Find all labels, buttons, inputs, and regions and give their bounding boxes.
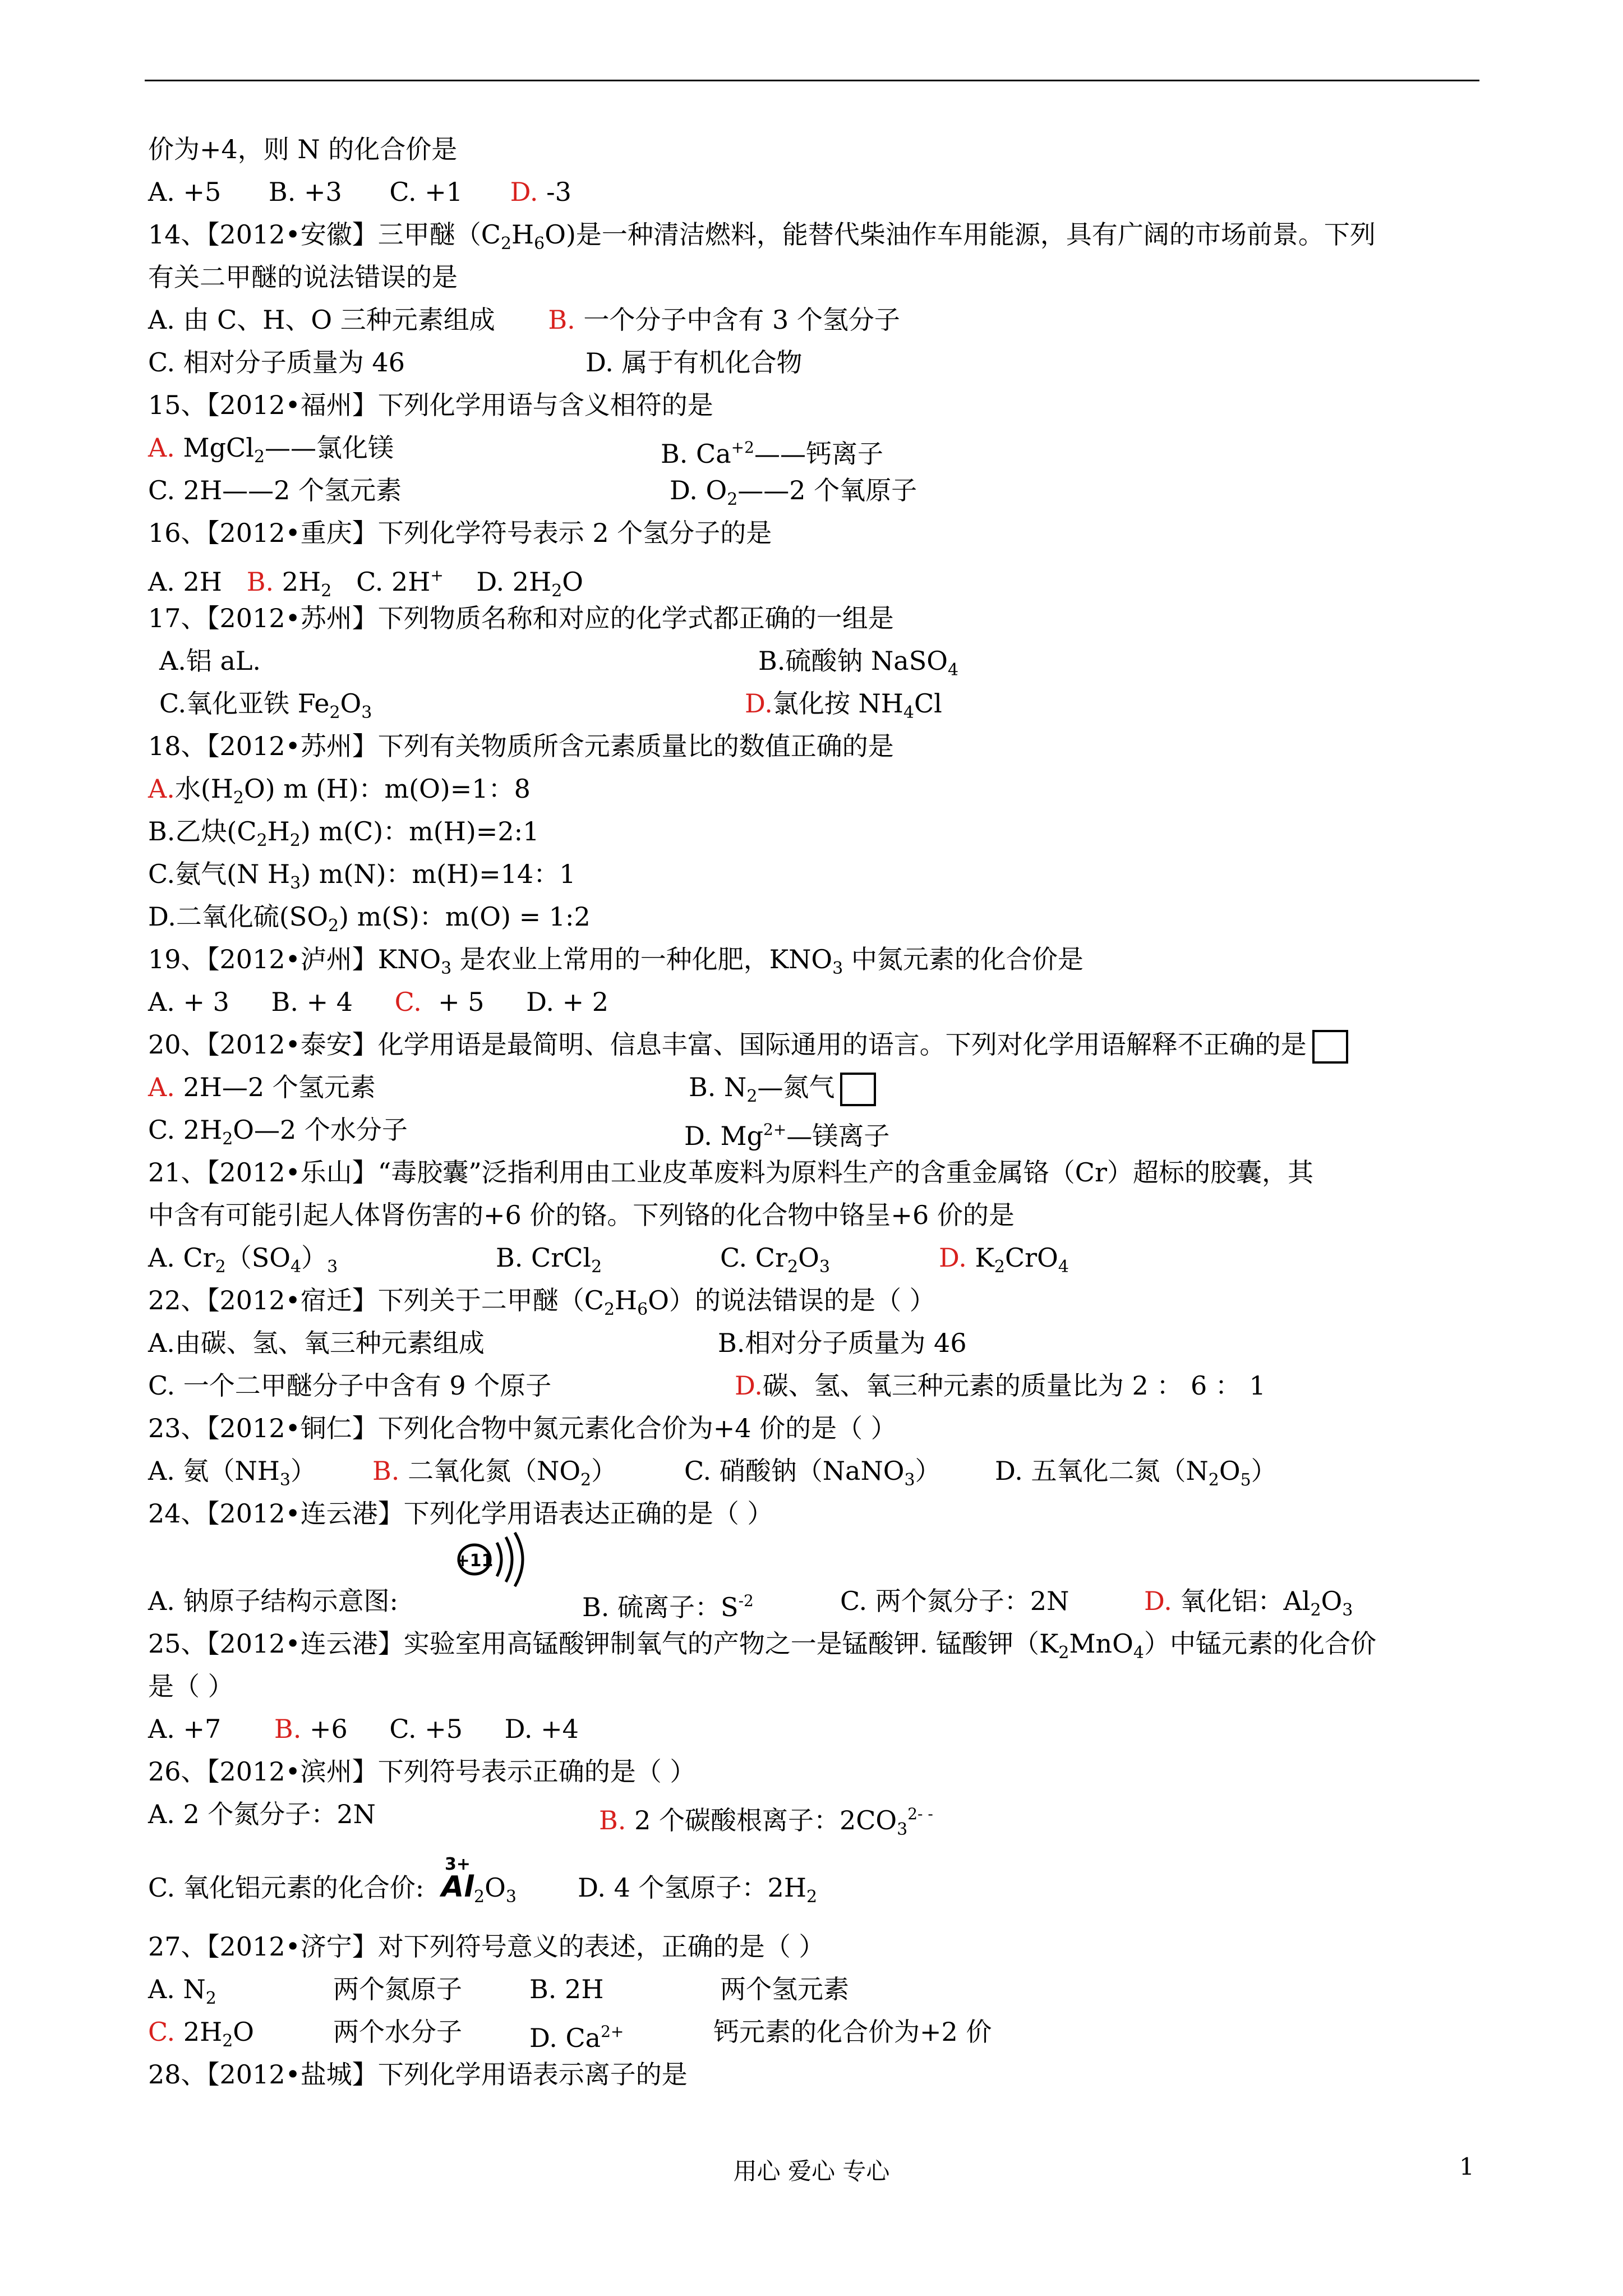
q25-options: A. +7 B. +6 C. +5 D. +4 — [148, 1714, 579, 1744]
q17-options-cd: C.氧化亚铁 $Fe_2O_3$ D.氯化按 $NH_4Cl$ — [159, 688, 942, 723]
q24-stem: 24、【2012•连云港】下列化学用语表达正确的是（ ） — [148, 1498, 773, 1529]
answer-mark: D. — [939, 1243, 967, 1273]
page-footer: 用心 爱心 专心 — [733, 2157, 890, 2185]
q14-stem-2: 有关二甲醚的说法错误的是 — [148, 262, 458, 292]
q27-options-cd: C. $2H_2O$ 两个水分子 D. $Ca^{2+}$ 钙元素的化合价为+2 价 — [148, 2017, 992, 2053]
q18-option-d: D.二氧化硫$(SO_2)$ m(S)：m(O) = 1:2 — [148, 901, 591, 936]
q15-stem: 15、【2012•福州】下列化学用语与含义相符的是 — [148, 390, 713, 420]
page-number: 1 — [1459, 2153, 1474, 2180]
q20-options-cd: C. $2H_2O—2$ 个水分子 D. $Mg^{2+}—$镁离子 — [148, 1115, 890, 1151]
q22-options-cd: C. 一个二甲醚分子中含有 9 个原子 D.碳、氢、氧三种元素的质量比为 2 ： 6 ： 1 — [148, 1370, 1266, 1401]
q26-stem: 26、【2012•滨州】下列符号表示正确的是（ ） — [148, 1756, 696, 1787]
q13-options: A. +5 B. +3 C. +1 D. -3 — [148, 177, 571, 207]
q14-stem: 14、【2012•安徽】三甲醚$(C_2H_6O)$是一种清洁燃料，能替代柴油作车用能源，具有广阔的市场前景。下列 — [148, 219, 1376, 254]
q18-option-a: A.水$(H_2O)$ m (H)：m(O)=1：8 — [148, 774, 531, 808]
q18-stem: 18、【2012•苏州】下列有关物质所含元素质量比的数值正确的是 — [148, 731, 894, 761]
q26-options-ab: A. 2 个氮分子：2N B. 2 个碳酸根离子：$2CO_3^{2- -}$ — [148, 1799, 933, 1839]
q16-stem: 16、【2012•重庆】下列化学符号表示 2 个氢分子的是 — [148, 518, 772, 548]
answer-mark: D. — [510, 177, 538, 207]
answer-box — [840, 1073, 876, 1106]
q13-stem: 价为+4，则 N 的化合价是 — [148, 134, 458, 164]
q18-option-c: C.氨气(N $H_3$) m(N)：m(H)=14：1 — [148, 859, 576, 893]
q23-stem: 23、【2012•铜仁】下列化合物中氮元素化合价为+4 价的是（ ） — [148, 1413, 897, 1443]
answer-mark: A. — [148, 774, 175, 804]
q15-options-cd: C. 2H——2 个氢元素 D. $O_2——2$ 个氧原子 — [148, 475, 917, 509]
q22-stem: 22、【2012•宿迁】下列关于二甲醚$(C_2H_6O)$的说法错误的是（ ） — [148, 1285, 935, 1319]
q27-stem: 27、【2012•济宁】对下列符号意义的表述，正确的是（ ） — [148, 1931, 825, 1962]
q21-stem: 21、【2012•乐山】“毒胶囊”泛指利用由工业皮革废料为原料生产的含重金属铬（Cr）超标的胶囊，其 — [148, 1157, 1313, 1188]
answer-mark: C. — [148, 2017, 176, 2047]
q24-options: A. 钠原子结构示意图: B. 硫离子：$S^{-2}$ C. 两个氮分子：2N D. 氧化铝：$Al_2O_3$ — [148, 1586, 1353, 1622]
q17-options-ab: A.铝 aL. B.硫酸钠 NaSO$_4$ — [159, 646, 959, 680]
q22-options-ab: A.由碳、氢、氧三种元素组成 B.相对分子质量为 46 — [148, 1328, 967, 1358]
header-rule — [145, 80, 1479, 81]
answer-mark: A. — [148, 1072, 175, 1102]
q20-stem: 20、【2012•泰安】化学用语是最简明、信息丰富、国际通用的语言。下列对化学用语解释不正确的是 — [148, 1028, 1348, 1064]
answer-mark: B. — [372, 1456, 400, 1486]
q17-stem: 17、【2012•苏州】下列物质名称和对应的化学式都正确的一组是 — [148, 603, 894, 633]
q27-options-ab: A. $N_2$ 两个氮原子 B. 2H 两个氢元素 — [148, 1974, 849, 2008]
q19-stem: 19、【2012•泸州】$KNO_3$ 是农业上常用的一种化肥，$KNO_3$ 中氮元素的化合价是 — [148, 944, 1083, 978]
answer-mark: C. — [394, 987, 422, 1017]
q25-stem-2: 是（ ） — [148, 1671, 234, 1701]
answer-mark: B. — [548, 305, 575, 335]
q15-options-ab: A. MgCl$_2$——氯化镁 B. $Ca^{+2}——$钙离子 — [148, 432, 883, 469]
answer-mark: A. — [148, 432, 175, 463]
answer-mark: D. — [735, 1370, 763, 1401]
answer-mark: D. — [745, 688, 773, 719]
q28-stem: 28、【2012•盐城】下列化学用语表示离子的是 — [148, 2059, 688, 2090]
q20-options-ab: A. 2H—2 个氢元素 B. $N_2—$氮气 — [148, 1070, 376, 1104]
q19-options: A. + 3 B. + 4 C. + 5 D. + 2 — [148, 987, 609, 1017]
q14-options-ab: A. 由 C、H、O 三种元素组成 B. 一个分子中含有 3 个氢分子 — [148, 305, 900, 335]
answer-box — [1312, 1030, 1348, 1064]
answer-mark: B. — [599, 1805, 626, 1835]
answer-mark: D. — [1144, 1586, 1172, 1616]
valence-label: 3+ — [444, 1855, 471, 1874]
q21-stem-2: 中含有可能引起人体肾伤害的+6 价的铬。下列铬的化合物中铬呈+6 价的是 — [148, 1200, 1015, 1230]
q23-options: A. 氨$(NH_3)$ B. 二氧化氮$(NO_2)$ C. 硝酸钠（NaNO$_3$） D. 五氧化二氮$(N_2O_5)$ — [148, 1456, 1277, 1490]
sodium-atom-diagram — [449, 1527, 533, 1598]
q16-options: A. 2H B. $2H_2$ C. 2H+ D. $2H_2O$ — [148, 566, 583, 601]
q18-option-b: B.乙炔$(C_2H_2)$ m(C)：m(H)=2:1 — [148, 816, 540, 850]
q25-stem: 25、【2012•连云港】实验室用高锰酸钾制氧气的产物之一是锰酸钾. 锰酸钾$(K_2MnO_4)$中锰元素的化合价 — [148, 1628, 1376, 1663]
q14-options-cd: C. 相对分子质量为 46 D. 属于有机化合物 — [148, 347, 803, 378]
answer-mark: B. — [274, 1714, 302, 1744]
answer-mark: B. — [246, 567, 274, 597]
q26-options-cd: C. 氧化铝元素的化合价: 3+ $Al_2O_3$ D. 4 个氢原子：$2H_2$ — [148, 1870, 817, 1914]
atom-nucleus-label: +11 — [455, 1551, 494, 1571]
q21-options: A. $Cr_2(SO_4)_3$ B. CrCl$_2$ C. $Cr_2O_3$ D. $K_2CrO_4$ — [148, 1243, 1069, 1277]
